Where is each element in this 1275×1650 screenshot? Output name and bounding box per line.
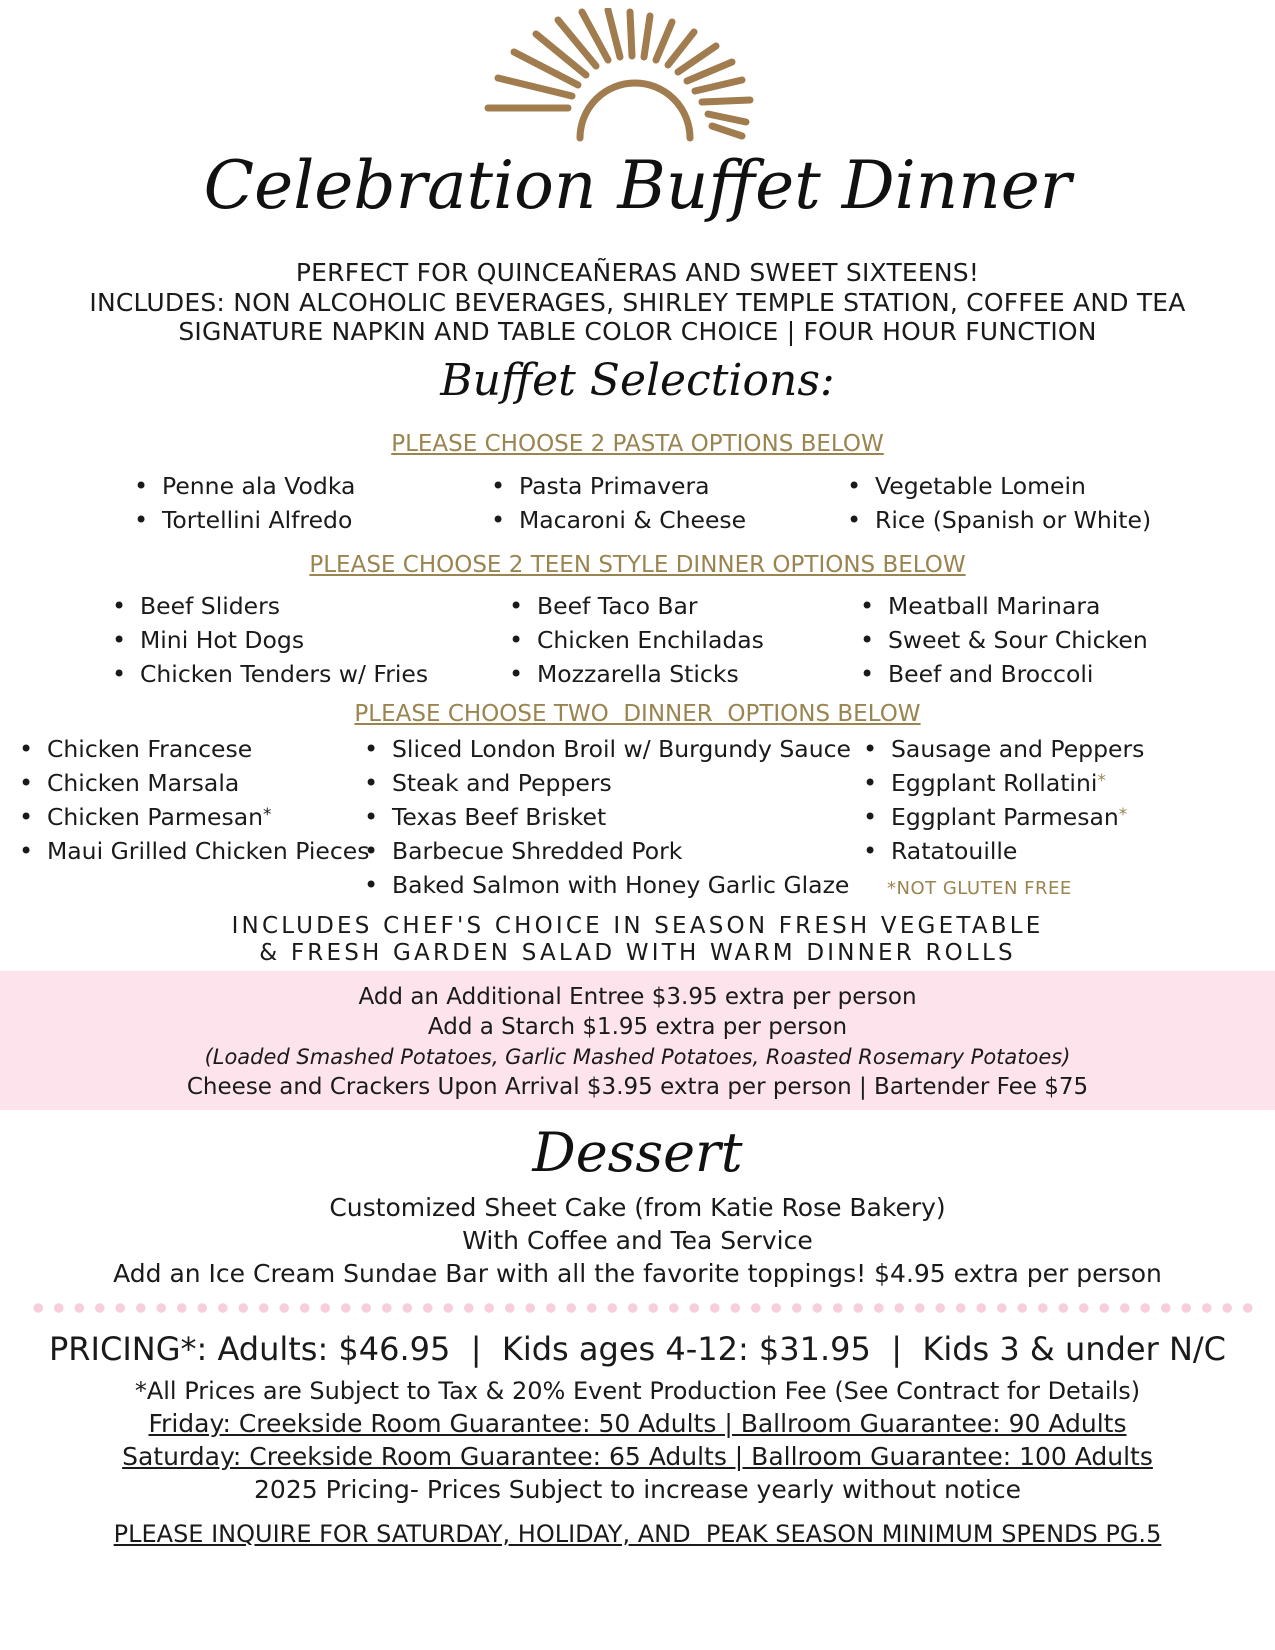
pasta-list-col3: [847, 469, 1151, 537]
item-label: Eggplant Rollatini: [891, 769, 1098, 797]
list-item: • Barbecue Shredded Pork: [364, 834, 851, 868]
item-label: Chicken Parmesan: [47, 803, 263, 831]
not-gluten-free-mark: *: [1097, 771, 1106, 791]
teen-list-col3: [860, 589, 1148, 691]
dinner-list-col2: [364, 732, 851, 902]
list-item: • Ratatouille: [863, 834, 1144, 868]
list-item: • Chicken Francese: [19, 732, 369, 766]
dessert-line: Add an Ice Cream Sundae Bar with all the favorite toppings! $4.95 extra per person: [113, 1259, 1162, 1288]
list-item: • Mini Hot Dogs: [112, 623, 428, 657]
list-item: • Rice (Spanish or White): [847, 503, 1151, 537]
list-item: • Sweet & Sour Chicken: [860, 623, 1148, 657]
teen-list-col1: [112, 589, 428, 691]
list-item: • Beef Taco Bar: [509, 589, 764, 623]
dinner-heading: PLEASE CHOOSE TWO DINNER OPTIONS BELOW: [354, 701, 921, 727]
pasta-heading: PLEASE CHOOSE 2 PASTA OPTIONS BELOW: [391, 431, 884, 457]
dessert-heading: Dessert: [532, 1121, 743, 1184]
pricing-year-note: 2025 Pricing- Prices Subject to increase yearly without notice: [254, 1475, 1021, 1504]
addon-line: Cheese and Crackers Upon Arrival $3.95 extra per person | Bartender Fee $75: [186, 1074, 1089, 1100]
list-item: • Texas Beef Brisket: [364, 800, 851, 834]
not-gluten-free-mark: *: [1118, 805, 1128, 825]
sunburst-logo: [480, 8, 790, 143]
includes-line: & FRESH GARDEN SALAD WITH WARM DINNER ROLLS: [259, 940, 1016, 966]
dotted-divider: [28, 1302, 1258, 1314]
dessert-line: Customized Sheet Cake (from Katie Rose Bakery): [329, 1193, 946, 1222]
gluten-free-note: *NOT GLUTEN FREE: [887, 878, 1072, 899]
list-item: • Mozzarella Sticks: [509, 657, 764, 691]
saturday-guarantee: Saturday: Creekside Room Guarantee: 65 Adults | Ballroom Guarantee: 100 Adults: [122, 1442, 1153, 1471]
list-item: • Steak and Peppers: [364, 766, 851, 800]
list-item: [19, 800, 369, 834]
selections-heading: Buffet Selections:: [440, 355, 835, 406]
list-item: • Pasta Primavera: [491, 469, 746, 503]
friday-guarantee: Friday: Creekside Room Guarantee: 50 Adults | Ballroom Guarantee: 90 Adults: [148, 1409, 1127, 1438]
pricing-tax-note: *All Prices are Subject to Tax & 20% Event Production Fee (See Contract for Details): [134, 1377, 1141, 1405]
dessert-line: With Coffee and Tea Service: [462, 1226, 813, 1255]
list-item: • Macaroni & Cheese: [491, 503, 746, 537]
list-item: • Sliced London Broil w/ Burgundy Sauce: [364, 732, 851, 766]
dinner-list-col3: [863, 732, 1144, 868]
list-item: • Tortellini Alfredo: [134, 503, 355, 537]
list-item: • Chicken Marsala: [19, 766, 369, 800]
list-item: • Beef and Broccoli: [860, 657, 1148, 691]
inquire-note: PLEASE INQUIRE FOR SATURDAY, HOLIDAY, AND PEAK SEASON MINIMUM SPENDS PG.5: [113, 1520, 1162, 1548]
not-gluten-free-mark: *: [263, 805, 272, 825]
addon-line: Add a Starch $1.95 extra per person: [427, 1014, 848, 1040]
addon-line: Add an Additional Entree $3.95 extra per person: [358, 984, 917, 1010]
list-item: • Maui Grilled Chicken Pieces: [19, 834, 369, 868]
intro-line: PERFECT FOR QUINCEAÑERAS AND SWEET SIXTEENS!: [295, 258, 980, 287]
list-item: • Chicken Enchiladas: [509, 623, 764, 657]
intro-line: INCLUDES: NON ALCOHOLIC BEVERAGES, SHIRLEY TEMPLE STATION, COFFEE AND TEA: [89, 288, 1186, 317]
list-item: [863, 800, 1144, 834]
list-item: • Chicken Tenders w/ Fries: [112, 657, 428, 691]
addon-note: (Loaded Smashed Potatoes, Garlic Mashed Potatoes, Roasted Rosemary Potatoes): [204, 1045, 1071, 1069]
pricing-main: PRICING*: Adults: $46.95 | Kids ages 4-12: $31.95 | Kids 3 & under N/C: [49, 1330, 1226, 1368]
list-item: • Vegetable Lomein: [847, 469, 1151, 503]
addons-band: [0, 971, 1275, 1110]
page-title: Celebration Buffet Dinner: [203, 147, 1072, 224]
list-item: • Penne ala Vodka: [134, 469, 355, 503]
intro-line: SIGNATURE NAPKIN AND TABLE COLOR CHOICE | FOUR HOUR FUNCTION: [178, 317, 1097, 346]
includes-line: INCLUDES CHEF'S CHOICE IN SEASON FRESH VEGETABLE: [231, 913, 1044, 939]
list-item: • Sausage and Peppers: [863, 732, 1144, 766]
pasta-list-col1: [134, 469, 355, 537]
list-item: • Beef Sliders: [112, 589, 428, 623]
dinner-list-col1: [19, 732, 369, 868]
list-item: [863, 766, 1144, 800]
teen-list-col2: [509, 589, 764, 691]
list-item: • Baked Salmon with Honey Garlic Glaze: [364, 868, 851, 902]
pasta-list-col2: [491, 469, 746, 537]
list-item: • Meatball Marinara: [860, 589, 1148, 623]
item-label: Eggplant Parmesan: [891, 803, 1119, 831]
teen-heading: PLEASE CHOOSE 2 TEEN STYLE DINNER OPTIONS BELOW: [309, 552, 966, 578]
